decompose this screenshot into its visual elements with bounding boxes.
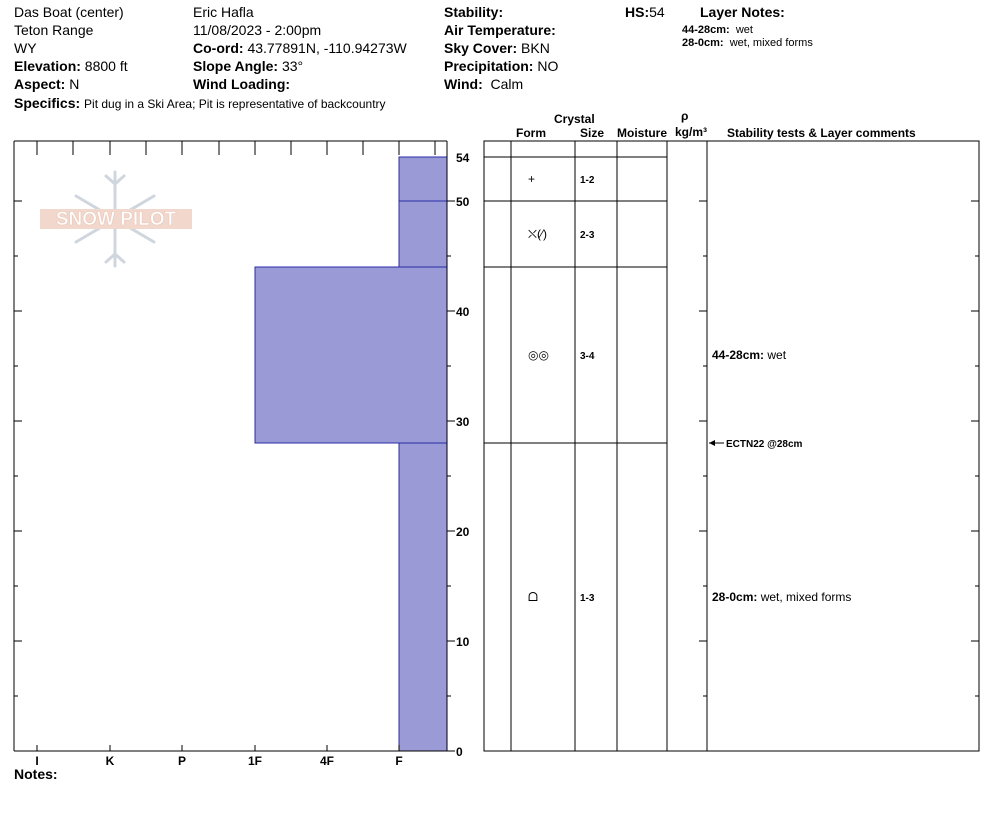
- depth-label: 50: [456, 195, 470, 209]
- crystal-size-value: 3-4: [580, 351, 595, 362]
- observer-name: Eric Hafla: [193, 4, 254, 20]
- depth-label: 40: [456, 305, 470, 319]
- slope-label: Slope Angle:: [193, 58, 279, 74]
- specifics-value: Pit dug in a Ski Area; Pit is representative of backcountry: [84, 97, 386, 111]
- layer-comment-range: 28-0cm:: [712, 590, 758, 604]
- layer-comment: [712, 348, 787, 362]
- range-name: Teton Range: [14, 22, 94, 38]
- depth-label: 54: [456, 151, 470, 165]
- elevation-value: 8800 ft: [84, 58, 128, 74]
- aspect-value: N: [69, 76, 80, 92]
- hardness-label: I: [35, 754, 39, 768]
- crystal-form-symbol: ◎◎: [528, 348, 549, 362]
- precip-value: NO: [537, 58, 559, 74]
- layer-note-range: 44-28cm:: [682, 24, 730, 36]
- rho-header: ρ: [681, 109, 689, 123]
- moisture-header: Moisture: [617, 126, 668, 140]
- coord-value: 43.77891N, -110.94273W: [247, 40, 407, 56]
- comments-header: Stability tests & Layer comments: [727, 126, 916, 140]
- observation-datetime: 11/08/2023 - 2:00pm: [193, 22, 322, 38]
- specifics-label: Specifics:: [14, 95, 81, 111]
- layer-note-text: wet: [735, 24, 753, 36]
- hs-value: 54: [649, 4, 665, 20]
- hardness-bar: [399, 157, 447, 201]
- hardness-bar: [399, 201, 447, 267]
- layer-note-text: wet, mixed forms: [729, 37, 813, 49]
- layer-comment-text: wet, mixed forms: [757, 590, 852, 604]
- coord-label: Co-ord:: [193, 40, 244, 56]
- notes-label: Notes:: [14, 766, 58, 782]
- hardness-label: F: [395, 754, 403, 768]
- logo-text: SNOW PILOT: [55, 209, 177, 230]
- crystal-size-value: 2-3: [580, 230, 595, 241]
- crystal-header: Crystal: [554, 112, 595, 126]
- crystal-size-value: 1-2: [580, 175, 595, 186]
- crystal-form-symbol: ᗝ: [528, 590, 538, 604]
- hardness-label: K: [105, 754, 115, 768]
- wind-label: Wind:: [444, 76, 483, 92]
- form-header: Form: [516, 126, 546, 140]
- wind-loading-label: Wind Loading:: [193, 76, 291, 92]
- sky-value: BKN: [521, 40, 550, 56]
- depth-label: 10: [456, 635, 470, 649]
- wind-value: Calm: [490, 76, 524, 92]
- depth-label: 0: [456, 745, 463, 759]
- hardness-label: 4F: [319, 754, 335, 768]
- crystal-form-symbol: ⛌(⁄): [528, 227, 547, 241]
- state-name: WY: [14, 40, 37, 56]
- air-temp-label: Air Temperature:: [444, 22, 556, 38]
- hardness-label: 1F: [247, 754, 263, 768]
- aspect-label: Aspect:: [14, 76, 66, 92]
- stability-label: Stability:: [444, 4, 504, 20]
- slope-value: 33°: [281, 58, 304, 74]
- layer-comment: [712, 590, 851, 604]
- layer-note-range: 28-0cm:: [682, 37, 724, 49]
- size-header: Size: [580, 126, 605, 140]
- layer-notes-title: Layer Notes:: [700, 4, 785, 20]
- depth-label: 30: [456, 415, 470, 429]
- precip-label: Precipitation:: [444, 58, 534, 74]
- crystal-size-value: 1-3: [580, 593, 595, 604]
- sky-label: Sky Cover:: [444, 40, 518, 56]
- elevation-label: Elevation:: [14, 58, 81, 74]
- crystal-form-symbol: +: [528, 172, 536, 186]
- layer-comment-text: wet: [764, 348, 787, 362]
- depth-label: 20: [456, 525, 470, 539]
- snowpilot-logo: [40, 172, 192, 266]
- hardness-label: P: [177, 754, 187, 768]
- density-unit-header: kg/m³: [675, 125, 708, 139]
- location-name: Das Boat (center): [14, 4, 124, 20]
- stability-test-result: ECTN22 @28cm: [726, 439, 803, 450]
- test-arrow-head: [709, 440, 715, 446]
- hs-label: HS:: [625, 4, 650, 20]
- hardness-bar: [399, 443, 447, 751]
- layer-comment-range: 44-28cm:: [712, 348, 765, 362]
- hardness-bar: [255, 267, 447, 443]
